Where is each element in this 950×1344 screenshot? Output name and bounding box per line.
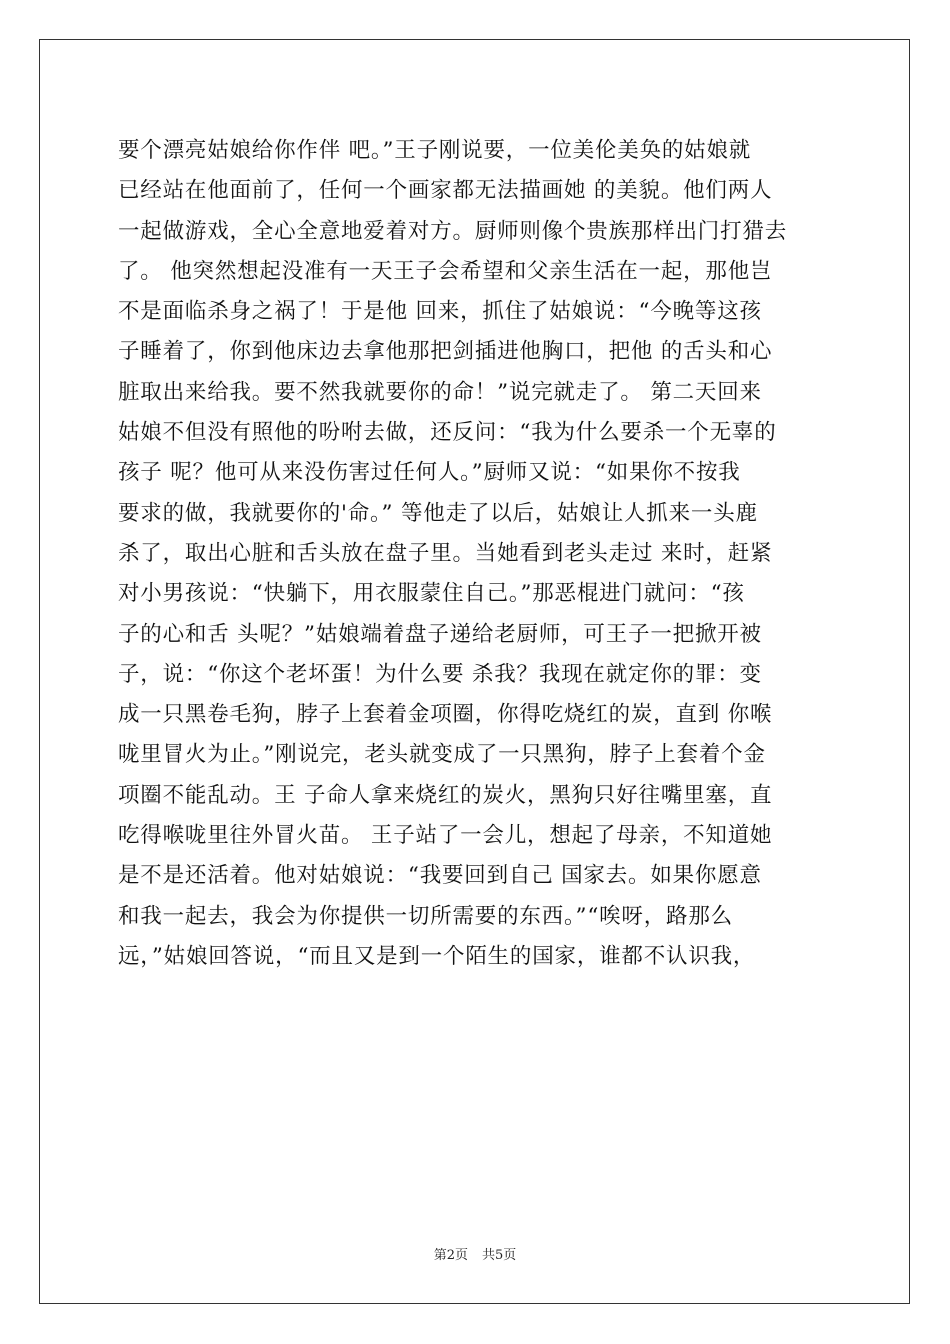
- text-line: 要个漂亮姑娘给你作伴 吧。”王子刚说要，一位美伦美奂的姑娘就: [118, 138, 752, 163]
- text-line: 子睡着了，你到他床边去拿他那把剑插进他胸口，把他 的舌头和心: [118, 339, 773, 365]
- text-line: 成一只黑卷毛狗，脖子上套着金项圈，你得吃烧红的炭，直到 你喉: [118, 702, 773, 728]
- text-line: 吃得喉咙里往外冒火苗。 王子站了一会儿，想起了母亲，不知道她: [118, 823, 773, 849]
- text-line: 远，”姑娘回答说，“而且又是到一个陌生的国家，谁都不认识我，: [118, 943, 756, 969]
- text-line: 项圈不能乱动。王 子命人拿来烧红的炭火，黑狗只好往嘴里塞，直: [118, 782, 773, 808]
- body-text: [118, 131, 838, 977]
- text-line: 不是面临杀身之祸了！于是他 回来，抓住了姑娘说：“今晚等这孩: [118, 299, 762, 325]
- text-line: 已经站在他面前了，任何一个画家都无法描画她 的美貌。他们两人: [118, 178, 773, 204]
- text-line: 脏取出来给我。要不然我就要你的命！”说完就走了。 第二天回来: [118, 379, 762, 405]
- text-line: 要求的做，我就要你的'命。” 等他走了以后，姑娘让人抓来一头鹿: [118, 500, 758, 526]
- text-line: 咙里冒火为止。”刚说完，老头就变成了一只黑狗，脖子上套着个金: [118, 742, 766, 768]
- page-footer: [0, 1244, 950, 1263]
- page-total: 共5页: [482, 1248, 517, 1263]
- text-line: 了。 他突然想起没准有一天王子会希望和父亲生活在一起，那他岂: [118, 258, 773, 284]
- text-line: 一起做游戏，全心全意地爱着对方。厨师则像个贵族那样出门打猎去: [118, 218, 788, 244]
- text-line: 对小男孩说：“快躺下，用衣服蒙住自己。”那恶棍进门就问：“孩: [118, 581, 745, 607]
- page-number: 第2页: [433, 1248, 468, 1263]
- text-line: 孩子 呢？他可从来没伤害过任何人。”厨师又说：“如果你不按我: [118, 460, 741, 486]
- text-line: 杀了，取出心脏和舌头放在盘子里。当她看到老头走过 来时，赶紧: [118, 540, 773, 566]
- text-line: 子的心和舌 头呢？”姑娘端着盘子递给老厨师，可王子一把掀开被: [118, 621, 762, 647]
- text-line: 姑娘不但没有照他的吩咐去做，还反问：“我为什么要杀一个无辜的: [118, 420, 777, 446]
- text-line: 是不是还活着。他对姑娘说：“我要回到自己 国家去。如果你愿意: [118, 863, 762, 889]
- text-line: 和我一起去，我会为你提供一切所需要的东西。”“唉呀，路那么: [118, 903, 733, 929]
- text-line: 子，说：“你这个老坏蛋！为什么要 杀我？我现在就定你的罪：变: [118, 661, 762, 687]
